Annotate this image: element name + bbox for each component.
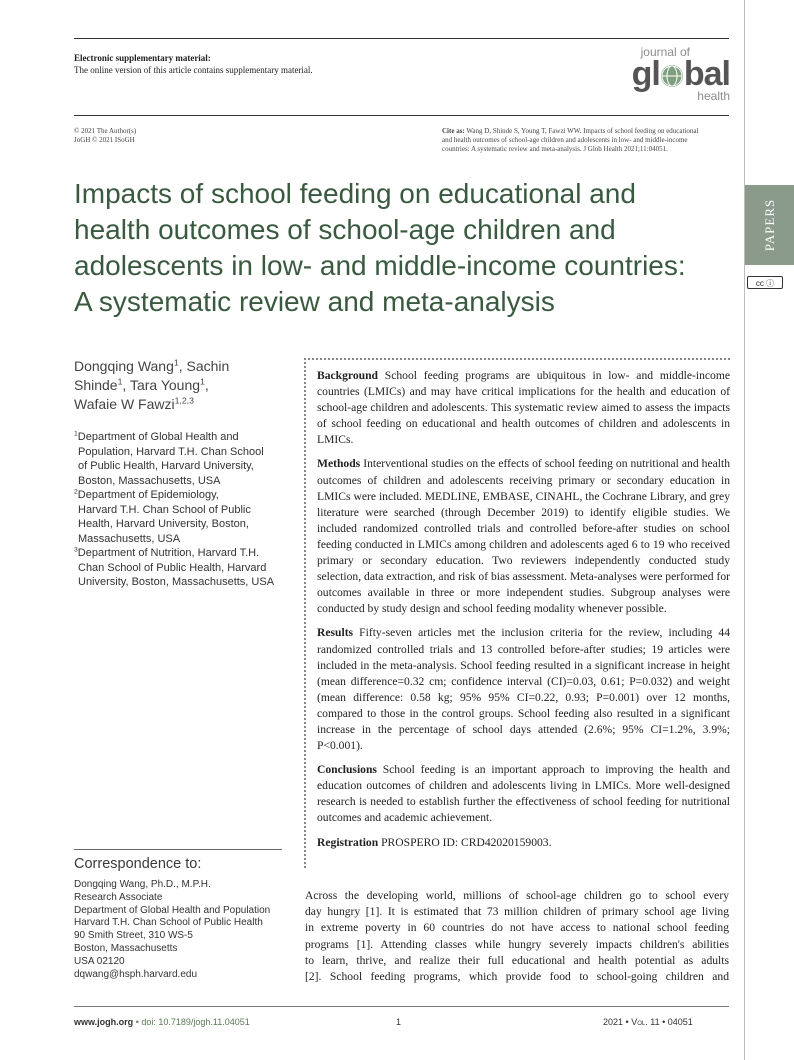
creative-commons-badge	[747, 276, 783, 289]
cc-license-icon: cc ⓘ	[755, 279, 775, 288]
title-line: A systematic review and meta-analysis	[74, 286, 555, 317]
author-name-last: Shinde	[74, 377, 118, 393]
cite-line-1: Wang D, Shinde S, Young T, Fawzi WW. Impacts of school feeding on educational	[466, 127, 699, 135]
top-rule	[74, 38, 729, 39]
abstract-registration	[317, 835, 730, 851]
page-number: 1	[396, 1017, 402, 1027]
correspondence-line: Boston, Massachusetts	[74, 942, 178, 954]
correspondence-block	[74, 879, 270, 981]
abstract-conclusions	[317, 762, 730, 826]
footer-separator: •	[135, 1017, 139, 1027]
author-affiliation-sup: 1	[173, 357, 179, 368]
body-line: day hungry [1]. It is estimated that 73 million children of primary school age living	[305, 905, 729, 919]
copyright-block	[74, 127, 136, 145]
author-affiliation-sup: 1,2,3	[174, 395, 194, 406]
supplementary-label: Electronic supplementary material:	[74, 53, 211, 63]
section-label: Registration	[317, 835, 379, 849]
footer-dot: •	[625, 1017, 629, 1027]
body-line: in extreme poverty in 60 countries do not have access to national school feeding	[305, 921, 729, 935]
affiliation-line: Harvard T.H. Chan School of Public	[78, 503, 251, 516]
cite-line-3: countries: A systematic review and meta-analysis. J Glob Health 2021;11:04051.	[442, 145, 668, 153]
abstract-background	[317, 368, 730, 448]
footer-left	[74, 1017, 250, 1027]
correspondence-line: 90 Smith Street, 310 WS-5	[74, 930, 193, 942]
correspondence-title: Correspondence to:	[74, 856, 202, 872]
section-tab	[745, 185, 794, 265]
author-list: Dongqing Wang$^1$, Sachin Shinde$^1$, Tara Young$^1$, Wafaie W Fawzi$^{1,2,3}$	[74, 357, 230, 412]
header-rule	[74, 115, 729, 116]
correspondence-line: Department of Global Health and Population	[74, 904, 271, 916]
logo-wordmark	[620, 55, 730, 93]
journal-logo	[620, 46, 730, 103]
copyright-line-1: © 2021 The Author(s)	[74, 127, 137, 135]
footer-year: 2021	[603, 1017, 624, 1027]
affiliation	[74, 488, 289, 503]
section-text: Fifty-seven articles met the inclusion criteria for the review, including 44 randomized controlled trials and 13 controlled before-after studies; 19 articles were included in the meta-analysis. School feeding resulted in a significant increase in height (mean difference=0.32 cm; confidence interval (CI)=0.03, 0.61; P=0.032) and weight (mean difference: 0.58 kg; 95% 95% CI=0.22, 0.93; P=0.001) over 12 months, compared to those in the control groups. School feeding also resulted in a significant increase in the percentage of school days attended (2.6%; 95% CI=1.2%, 3.9%; P<0.001).	[317, 626, 730, 753]
author-affiliation-sup: 1	[117, 376, 123, 387]
journal-site-link[interactable]: www.jogh.org	[74, 1017, 134, 1027]
cite-line-2: and health outcomes of school-age children and adolescents in low- and middle-income	[442, 136, 688, 144]
globe-icon	[661, 65, 683, 87]
affiliation-list	[74, 430, 289, 590]
cite-as-block	[442, 127, 732, 154]
affiliation-line: of Public Health, Harvard University,	[78, 460, 254, 472]
footer-volume: Vol. 11	[631, 1017, 660, 1027]
section-text: Interventional studies on the effects of school feeding on nutritional and health outcomes of children and adolescents receiving primary or secondary education in LMICs were included. MEDLINE, EMBASE, CINAHL, the Cochrane Library, and grey literature were searched (through December 2019) to identify eligible studies. We included randomized controlled trials and controlled before-after studies on school feeding conducted in LMICs among children and adolescents aged 6 to 19 who received primary or secondary education. Two reviewers independently conducted study selection, data extraction, and risk of bias assessment. Meta-analyses were performed for outcomes available in three or more independent studies. Subgroup analyses were conducted by study design and school feeding modality whenever possible.	[317, 457, 730, 616]
copyright-line-2: JoGH © 2021 ISoGH	[74, 136, 135, 144]
doi-link[interactable]: doi: 10.7189/jogh.11.04051	[141, 1017, 250, 1027]
footer-issue: 04051	[667, 1017, 693, 1027]
affiliation-line: Department of Nutrition, Harvard T.H.	[77, 547, 260, 559]
affiliation-line: Health, Harvard University, Boston,	[78, 518, 249, 530]
title-line: adolescents in low- and middle-income countries:	[74, 250, 686, 281]
footer-rule	[74, 1006, 729, 1007]
body-line: [2]. School feeding programs, which provide food to school-going children and	[305, 970, 729, 984]
correspondence-line: USA 02120	[74, 955, 125, 967]
section-label: Conclusions	[317, 763, 377, 777]
affiliation-line: Massachusetts, USA	[78, 532, 181, 545]
title-line: Impacts of school feeding on educational and	[74, 178, 636, 209]
correspondence-line: Research Associate	[74, 891, 163, 903]
article-title	[74, 176, 734, 320]
logo-sub-text: health	[697, 89, 730, 103]
section-label: Background	[317, 369, 378, 382]
affiliation-line: Chan School of Public Health, Harvard	[78, 561, 267, 574]
author-name: Tara Young	[129, 377, 201, 393]
logo-small-text: journal of	[640, 45, 690, 59]
body-line: to learn, thrive, and realize their full educational and health potential as adults	[305, 953, 729, 967]
affiliation-line: Department of Global Health and	[77, 431, 239, 443]
abstract-methods	[317, 456, 730, 617]
logo-wordmark-part-2: bal	[683, 55, 730, 93]
supplementary-note	[74, 52, 313, 76]
title-line: health outcomes of school-age children and	[74, 214, 616, 245]
affiliation-number: 1	[74, 430, 78, 438]
body-paragraph	[305, 888, 729, 985]
correspondence-line: Dongqing Wang, Ph.D., M.P.H.	[74, 879, 211, 890]
affiliation	[74, 430, 289, 445]
abstract-results	[317, 625, 730, 754]
body-line: Across the developing world, millions of school-age children go to school every	[305, 889, 729, 902]
footer-right	[603, 1017, 693, 1027]
section-text: School feeding is an important approach to improving the health and education outcomes of children and adolescents living in LMICs. More well-designed research is needed to establish further the effectiveness of school feeding for nutritional outcomes and academic achievement.	[317, 763, 731, 825]
section-label: Methods	[317, 457, 361, 471]
correspondence-rule	[74, 849, 282, 850]
section-label: Results	[317, 626, 354, 640]
logo-wordmark-part-1: gl	[631, 55, 660, 93]
affiliation-line: University, Boston, Massachusetts, USA	[78, 576, 275, 588]
supplementary-text: The online version of this article contains supplementary material.	[74, 65, 313, 75]
author-affiliation-sup: 1	[200, 376, 205, 387]
abstract-box	[304, 358, 730, 868]
affiliation	[74, 546, 289, 561]
section-tab-label: PAPERS	[761, 198, 777, 252]
affiliation-line: Population, Harvard T.H. Chan School	[78, 445, 264, 458]
footer-dot: •	[662, 1017, 666, 1027]
correspondence-email[interactable]: dqwang@hsph.harvard.edu	[74, 968, 198, 980]
section-text: School feeding programs are ubiquitous in low- and middle-income countries (LMICs) and may have critical implications for the health and education of school-age children and adolescents. This systematic review aimed to assess the impacts of school feeding on educational and health outcomes of children and adolescents in LMICs.	[317, 369, 731, 447]
affiliation-line: Boston, Massachusetts, USA	[78, 474, 221, 487]
author-name: Wafaie W Fawzi	[74, 396, 175, 412]
affiliation-number: 2	[74, 488, 78, 496]
correspondence-line: Harvard T.H. Chan School of Public Health	[74, 917, 263, 929]
section-text: PROSPERO ID: CRD42020159003.	[381, 835, 552, 849]
affiliation-number: 3	[74, 546, 78, 554]
affiliation-line: Department of Epidemiology,	[77, 489, 219, 501]
author-name-first: Sachin	[186, 358, 230, 374]
author-name: Dongqing Wang	[74, 358, 174, 374]
body-line: programs [1]. Attending classes while hungry severely impacts children's abilities	[305, 937, 729, 951]
cite-as-label: Cite as:	[442, 127, 465, 135]
